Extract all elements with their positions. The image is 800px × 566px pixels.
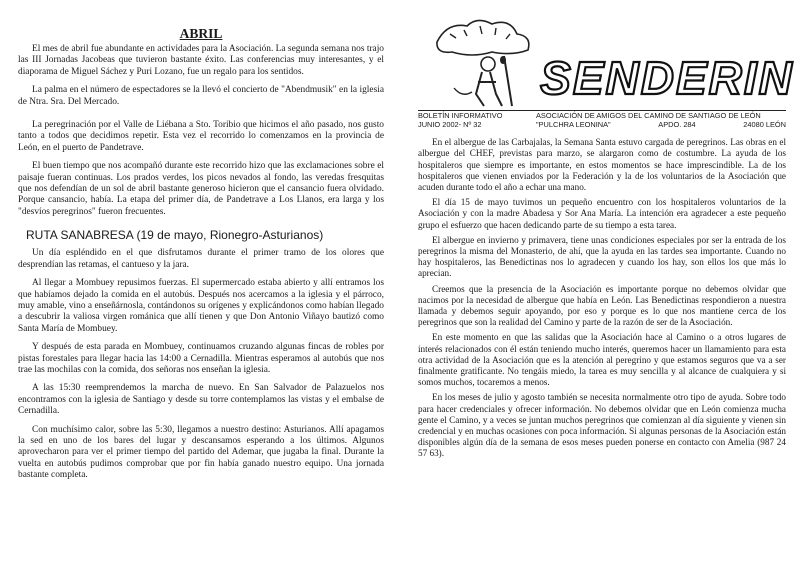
albergue-paragraph: En este momento en que las salidas que la Asociación hace al Camino o a otros lugares de interés relacionados con él están teniendo mucho interés, queremos hacer un llamamiento para esta otra actividad de la Asociación que es la atención al peregrino y que estamos seguros que va a ser finalmente gratificante. No tengáis miedo, la tarea es muy sencilla y al alcance de cualquiera y si somos muchos, tocaremos a menos.	[418, 332, 786, 388]
april-paragraph: El buen tiempo que nos acompañó durante este recorrido hizo que las exclamaciones sobre el paisaje fueran continuas. Los prados verdes, los picos nevados al fondo, las veredas fresquitas que nos defendían de un sol de abril bastante generoso hicieron que el cansancio fuera olvidado. Porque cansancio, había. La etapa del primer día, de Pandetrave a Los Llanos, era larga y los "desvíos peregrinos" fueron frecuentes.	[18, 161, 384, 217]
postal-box: APDO. 284	[658, 119, 696, 129]
april-paragraph: La peregrinación por el Valle de Liébana a Sto. Toribio que hicimos el año pasado, nos gusto tanto a todos que decidimos repetir. Esta vez el recorrido lo comenzamos en la provincia de León, en el puerto de Pandetrave.	[18, 120, 384, 153]
albergue-paragraph: En el albergue de las Carbajalas, la Semana Santa estuvo cargada de peregrinos. Las obras en el albergue del CHEF, previstas para marzo, se alargaron como de costumbre. La ayuda de los hospitaleros que siempre es importante, en estos momentos se hace imprescindible. La de los hospitaleros que vienen enviados por la Federación y la de los voluntarios de la Asociación que acuden durante todo el año a echar una mano.	[418, 137, 786, 192]
ruta-paragraph: Y después de esta parada en Mombuey, continuamos cruzando algunas fincas de robles por pistas forestales para llegar hacia las 14:00 a Cernadilla. Mientras esperamos al autobús que nos trae las mochilas con la comida, dos señoras nos enseñan la iglesia.	[18, 342, 384, 375]
ruta-paragraph: A las 15:30 reemprendemos la marcha de nuevo. En San Salvador de Palazuelos nos encontramos con la iglesia de Santiago y desde su torre contemplamos las vistas y el embalse de Cernadilla.	[18, 383, 384, 417]
newsletter-title: SENDERIN	[540, 52, 794, 104]
ruta-sanabresa-title: RUTA SANABRESA (19 de mayo, Rionegro-Asturianos)	[26, 228, 324, 243]
april-paragraph: El mes de abril fue abundante en actividades para la Asociación. La segunda semana nos trajo las III Jornadas Jacobeas que tuvieron bastante éxito. Las conferencias muy interesantes, y el diaporama de Miguel Sáchez y Puri Lozano, fue un regalo para los sentidos.	[18, 44, 384, 77]
ruta-paragraph: Al llegar a Mombuey repusimos fuerzas. El supermercado estaba abierto y allí entramos los que habíamos dejado la comida en el autobús. Después nos acercamos a la iglesia y el párroco, muy amable, vino a enseñárnosla, contándonos su orígenes y explicándonos como habían llegado a descubrir la valiosa virgen románica que allí tienen y que Don Antonio Viñayo bautizó como Santa María de Mombuey.	[18, 278, 384, 334]
association-motto: "PULCHRA LEONINA"	[536, 119, 611, 129]
ruta-paragraph: Con muchísimo calor, sobre las 5:30, llegamos a nuestro destino: Asturianos. Allí apagamos la sed en uno de los bares del lugar y descansamos esperando a los últimos. Algunos aprovecharon para ver el primer tiempo del partido del Ademar, que jugaba la final. Durante la vuelta en autobús pudimos comprobar que por fin había ganado nuestro equipo. Una jornada bastante completa.	[18, 424, 384, 481]
ruta-paragraph: Un día espléndido en el que disfrutamos durante el primer tramo de los olores que desprendían las retamas, el cantueso y la jara.	[18, 248, 384, 270]
albergue-paragraph: Creemos que la presencia de la Asociación es importante porque no debemos olvidar que nacimos por la necesidad de albergue que había en León. Las Benedictinas respondieron a nuestra llamada y debemos seguir apoyando, por eso y porque es lo que nos mantiene cerca de los peregrinos que son la realidad del Camino y parte de la razón de ser de la Asociación.	[418, 283, 786, 328]
left-page	[0, 0, 398, 566]
right-page	[404, 0, 800, 566]
april-paragraph: La palma en el número de espectadores se la llevó el concierto de "Abendmusik" en la iglesia de Ntra. Sra. Del Mercado.	[18, 85, 384, 107]
albergue-paragraph: El día 15 de mayo tuvimos un pequeño encuentro con los hospitaleros voluntarios de la Asociación y con la madre Abadesa y Sor Ana María. La intención era agradecer a este pequeño grupo el esfuerzo que hacen dedicando parte de su tiempo a esta tarea.	[418, 197, 786, 230]
bulletin-info	[418, 110, 786, 129]
bulletin-label: BOLETÍN INFORMATIVO	[418, 111, 503, 120]
postal-code: 24080 LEÓN	[743, 119, 786, 129]
albergue-paragraph: En los meses de julio y agosto también se necesita normalmente otro tipo de ayuda. Sobre todo para hacer credenciales y ofrecer información. No debemos olvidar que en León comienza mucha gente el Camino, y a veces se juntan muchos peregrinos que comienzan al día siguiente y vienen sin credencial y en muchas ocasiones con poca información. Si algunas personas de la Asociación están disponibles algún día de la semana de esos meses pueden ponerse en contacto con Amelia (987 24 57 63).	[418, 392, 786, 459]
pilgrim-logo-icon	[432, 12, 542, 108]
association-name: ASOCIACIÓN DE AMIGOS DEL CAMINO DE SANTIAGO DE LEÓN	[536, 111, 761, 120]
issue-date: JUNIO 2002- Nº 32	[418, 119, 482, 129]
senderin-title-art	[536, 50, 798, 104]
albergue-paragraph: El albergue en invierno y primavera, tiene unas condiciones especiales por ser la entrada de los peregrinos la misma del Monasterio, de ahí, que la ayuda en las tardes sea importante. Cuando no hay hospitaleros, las Benedictinas nos lo agradecen y cuando los hay, son ellos los que más lo aprecian.	[418, 234, 786, 279]
masthead	[418, 10, 794, 108]
april-heading: ABRIL	[179, 26, 223, 41]
